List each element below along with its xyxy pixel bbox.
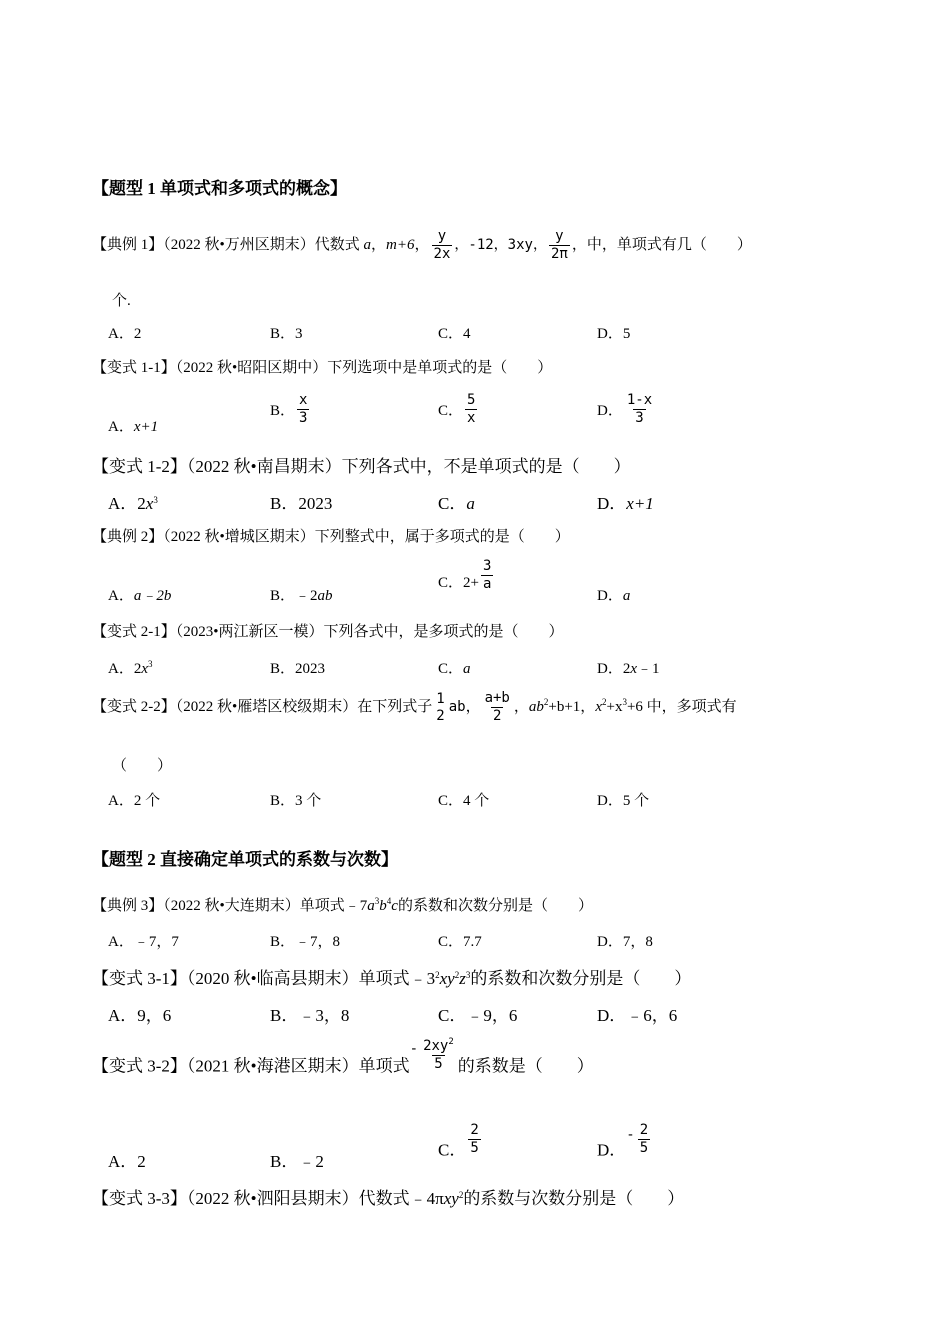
fraction-apb-2: $\frac{a+b}{2}$ [484, 690, 510, 724]
question-tag: 【典例 1】 [92, 236, 164, 253]
option-a[interactable]: A．2 [108, 326, 142, 342]
fraction-neg-2-5: $\frac{2}{5}$ [639, 1122, 649, 1156]
fraction-x-3: $\frac{x}{3}$ [299, 392, 308, 426]
option-a[interactable]: A．$2x^3$ [108, 494, 158, 513]
question-tag: 【典例 3】 [92, 898, 164, 914]
question-tag: 【典例 2】 [92, 529, 164, 545]
option-d[interactable]: D．2x﹣1 [597, 661, 660, 677]
question-text: （2022 秋•南昌期末）下列各式中，不是单项式的是（ ） [186, 457, 631, 476]
option-b[interactable]: B．﹣2ab [270, 588, 333, 604]
option-c[interactable]: C．4 个 [438, 793, 490, 809]
question-1: 【典例 1】（2022 秋•万州区期末）代数式 a，m+6， $\frac{y}{2x}$ ，-12，3xy， $\frac{y}{2\pi}$ ，中，单项式有几（ ） [92, 228, 752, 262]
option-d[interactable]: D． $\frac{1-x}{3}$ [597, 392, 653, 426]
fraction-2xy2-5: $\frac{2xy^2}{5}$ [423, 1037, 454, 1072]
section-2-title: 【题型 2 直接确定单项式的系数与次数】 [92, 850, 398, 869]
option-b[interactable]: B． $\frac{x}{3}$ [270, 392, 308, 426]
expr-m6: m+6 [386, 236, 415, 253]
expr-list: ，-12，3xy， [454, 236, 547, 253]
option-c[interactable]: C．7.7 [438, 934, 482, 950]
fraction-5-x: $\frac{5}{x}$ [467, 392, 476, 426]
option-a[interactable]: A．x+1 [108, 419, 159, 435]
var-a: a [363, 236, 372, 253]
question-source: （2022 秋•万州区期末）代数式 [163, 236, 360, 253]
option-a[interactable]: A．2 [108, 1152, 146, 1171]
section-1-title: 【题型 1 单项式和多项式的概念】 [92, 179, 347, 198]
question-6-cont: （ ） [112, 758, 173, 774]
question-9: 【变式 3-2】（2021 秋•海港区期末）单项式- $\frac{2xy^2}{5}$ 的系数是（ ） [92, 1037, 594, 1076]
fraction-1mx-3: $\frac{1-x}{3}$ [626, 392, 653, 426]
option-c[interactable]: C．2+ $\frac{3}{a}$ [438, 558, 492, 592]
fraction-y-2x: $\frac{y}{2x}$ [433, 228, 451, 262]
question-7: 【典例 3】（2022 秋•大连期末）单项式$﹣7a^3b^4c$的系数和次数分别是（ ） [92, 896, 593, 914]
option-b[interactable]: B．3 [270, 326, 303, 342]
question-tag: 【变式 3-1】 [92, 969, 187, 988]
option-d[interactable]: D．5 [597, 326, 631, 342]
question-tag: 【变式 2-1】 [92, 624, 176, 640]
fraction-y-2pi: $\frac{y}{2\pi}$ [550, 228, 568, 262]
option-c[interactable]: C． $\frac{2}{5}$ [438, 1122, 479, 1160]
option-d[interactable]: D．﹣6，6 [597, 1006, 678, 1025]
option-a[interactable]: A．$2x^3$ [108, 659, 153, 677]
question-10: 【变式 3-3】（2022 秋•泗阳县期末）代数式﹣4πxy$^2$的系数与次数分别是（ ） [92, 1189, 685, 1208]
question-tag: 【变式 3-3】 [92, 1189, 187, 1208]
option-c[interactable]: C． $\frac{5}{x}$ [438, 392, 476, 426]
option-d[interactable]: D．- $\frac{2}{5}$ [597, 1122, 649, 1160]
question-6: 【变式 2-2】（2022 秋•雁塔区校级期末）在下列式子 1 2 ab， $\frac{a+b}{2}$ ，$ab^2+b+1$，$x^2+x^3+6$ 中，多项式有 [92, 690, 737, 724]
option-a[interactable]: A．9，6 [108, 1006, 172, 1025]
option-a[interactable]: A．2 个 [108, 793, 161, 809]
question-3 [92, 452, 631, 477]
question-8: 【变式 3-1】（2020 秋•临高县期末）单项式$﹣3^2xy^2z^3$的系数和次数分别是（ ） [92, 969, 692, 988]
question-tag: 【变式 3-2】 [92, 1056, 187, 1076]
option-b[interactable]: B．﹣3，8 [270, 1006, 350, 1025]
fraction-1-2: 1 2 [436, 690, 445, 724]
question-2 [92, 356, 552, 377]
option-a[interactable]: A．a﹣2b [108, 588, 172, 604]
question-tag: 【变式 2-2】 [92, 698, 176, 715]
option-d[interactable]: D．5 个 [597, 793, 650, 809]
question-5 [92, 620, 564, 641]
option-c[interactable]: C．a [438, 494, 475, 513]
question-source: （2022 秋•雁塔区校级期末）在下列式子 [175, 698, 433, 715]
option-c[interactable]: C．a [438, 661, 471, 677]
option-b[interactable]: B．﹣2 [270, 1152, 324, 1171]
option-c[interactable]: C．4 [438, 326, 471, 342]
question-tag: 【变式 1-1】 [92, 360, 176, 376]
option-d[interactable]: D．7，8 [597, 934, 653, 950]
fraction-3-a: $\frac{3}{a}$ [482, 558, 492, 592]
option-b[interactable]: B．2023 [270, 661, 326, 677]
question-1-cont: 个. [112, 293, 131, 309]
question-tail: ，中，单项式有几（ ） [571, 236, 752, 253]
question-4 [92, 525, 570, 546]
option-a[interactable]: A．﹣7，7 [108, 934, 179, 950]
option-c[interactable]: C．﹣9，6 [438, 1006, 518, 1025]
question-text: （2022 秋•增城区期末）下列整式中，属于多项式的是（ ） [163, 529, 570, 545]
question-text: （2023•两江新区一模）下列各式中，是多项式的是（ ） [175, 624, 564, 640]
option-b[interactable]: B．2023 [270, 494, 333, 513]
option-b[interactable]: B．﹣7，8 [270, 934, 341, 950]
option-d[interactable]: D．x+1 [597, 494, 654, 513]
option-b[interactable]: B．3 个 [270, 793, 322, 809]
option-d[interactable]: D．a [597, 588, 631, 604]
fraction-2-5: $\frac{2}{5}$ [470, 1122, 479, 1156]
question-text: （2022 秋•昭阳区期中）下列选项中是单项式的是（ ） [175, 360, 553, 376]
question-tag: 【变式 1-2】 [92, 457, 187, 476]
